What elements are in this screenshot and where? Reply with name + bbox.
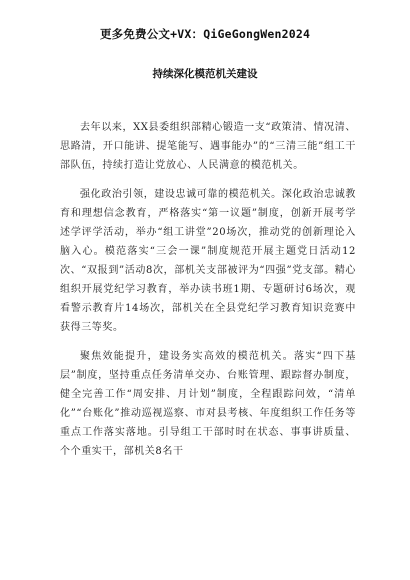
promo-banner: 更多免费公文+VX：QiGeGongWen2024 <box>99 27 311 41</box>
paragraph-efficiency: 聚焦效能提升，建设务实高效的模范机关。落实“四下基层”制度，坚持重点任务清单交办、台账管理、跟踪督办制度，健全完善工作“周安排、月计划”制度，全程跟踪问效，“清单化”“台账化”推动巡视巡察、市对县考核、年度组织工作任务等重点工作落实落地。引导组工干部时时在状态、事事讲质量、个个重实干，部机关8名干 <box>60 351 356 457</box>
document-body <box>60 118 356 471</box>
paragraph-intro: 去年以来，XX县委组织部精心锻造一支“政策清、情况清、思路清，开口能讲、提笔能写、遇事能办”的“三清三能”组工干部队伍，持续打造让党放心、人民满意的模范机关。 <box>60 122 356 171</box>
document-title: 持续深化模范机关建设 <box>152 68 258 80</box>
paragraph-political-guidance: 强化政治引领，建设忠诚可靠的模范机关。深化政治忠诚教育和理想信念教育，严格落实“第一议题”制度，创新开展考学述学评学活动，举办“组工讲堂”20场次，推动党的创新理论入脑入心。模范落实“三会一课”制度规范开展主题党日活动12次、“双报到”活动8次，部机关支部被评为“四强”党支部。精心组织开展党纪学习教育，举办读书班1期、专题研讨6场次，观看警示教育片14场次，部机关在全县党纪学习教育知识竞赛中获得三等奖。 <box>60 189 356 333</box>
